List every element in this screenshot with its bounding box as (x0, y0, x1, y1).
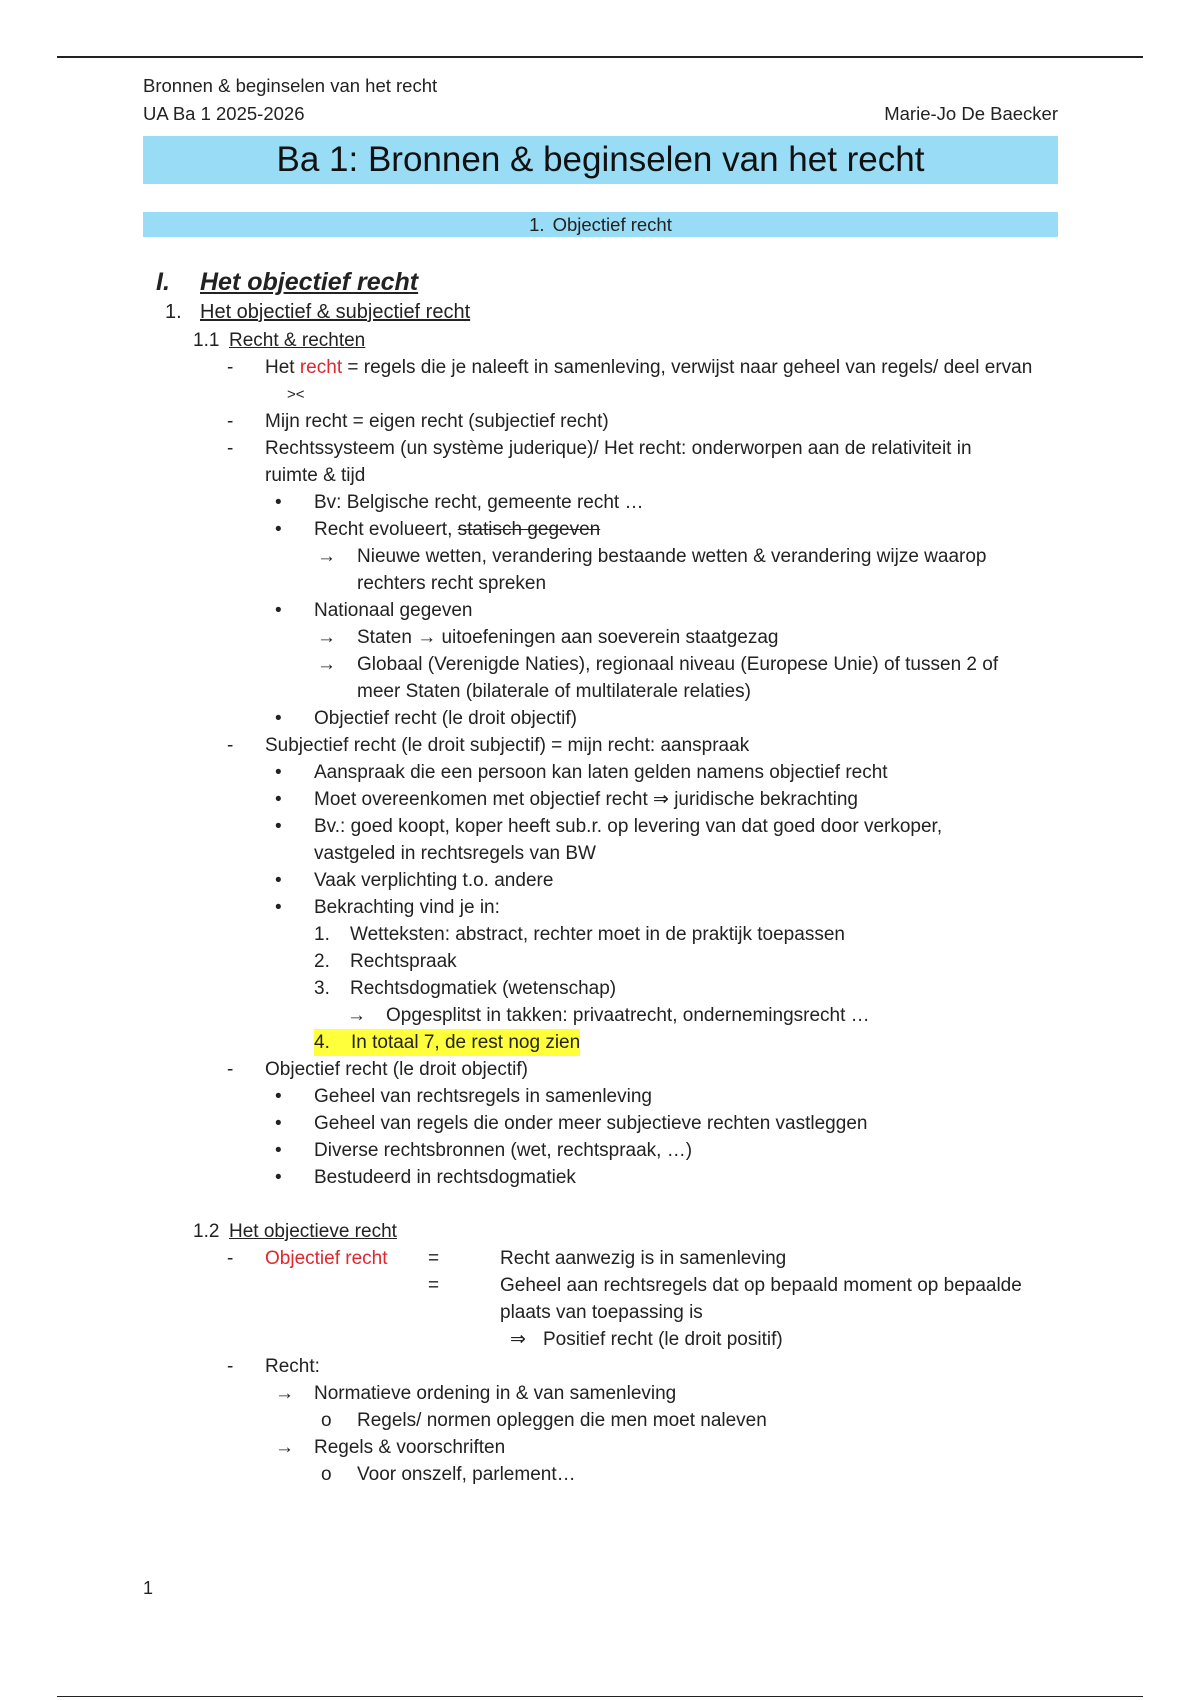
number-marker: 2. (314, 951, 330, 972)
bullet-marker: • (275, 492, 282, 513)
header-line-2 (143, 100, 1058, 128)
arrow-marker: → (275, 1383, 294, 1404)
dash-marker: - (227, 411, 234, 432)
list-item: o Voor onszelf, parlement… (143, 1461, 1058, 1488)
list-item: • Bv: Belgische recht, gemeente recht … (143, 489, 1058, 516)
list-item: → Staten → uitoefeningen aan soeverein staatgezag (143, 624, 1058, 651)
heading-1-1-text: Recht & rechten (229, 330, 366, 351)
bullet-marker: • (275, 789, 282, 810)
chapter-number: 1. (529, 214, 545, 235)
bullet-marker: • (275, 816, 282, 837)
list-item: • Geheel van regels die onder meer subjectieve rechten vastleggen (143, 1110, 1058, 1137)
list-item: • Geheel van rechtsregels in samenleving (143, 1083, 1058, 1110)
list-item: • Objectief recht (le droit objectif) (143, 705, 1058, 732)
bullet-marker: • (275, 600, 282, 621)
list-item: meer Staten (bilaterale of multilaterale relaties) (357, 681, 751, 702)
heading-1 (143, 267, 1058, 297)
list-item: - Mijn recht = eigen recht (subjectief recht) (143, 408, 1058, 435)
list-item: → Opgesplitst in takken: privaatrecht, ondernemingsrecht … (143, 1002, 1058, 1029)
document-title: Ba 1: Bronnen & beginselen van het recht (143, 136, 1058, 184)
list-item: vastgeled in rechtsregels van BW (314, 843, 596, 864)
arrow-marker: → (317, 546, 336, 567)
heading-1-number: I. (156, 268, 170, 296)
list-item: → Globaal (Verenigde Naties), regionaal niveau (Europese Unie) of tussen 2 of (143, 651, 1058, 678)
heading-2-number: 1. (165, 301, 182, 323)
heading-1-2 (143, 1218, 1058, 1245)
list-item: - Rechtssysteem (un système juderique)/ Het recht: onderworpen aan de relativiteit in (143, 435, 1058, 462)
heading-1-2-number: 1.2 (193, 1221, 220, 1242)
equals-marker: = (428, 1248, 440, 1269)
list-item: • Diverse rechtsbronnen (wet, rechtspraak, …) (143, 1137, 1058, 1164)
bullet-marker: • (275, 1086, 282, 1107)
circle-marker: o (321, 1464, 332, 1485)
dash-marker: - (227, 1248, 234, 1269)
highlighted-item: 4. In totaal 7, de rest nog zien (314, 1029, 580, 1056)
list-item: • Bekrachting vind je in: (143, 894, 1058, 921)
list-item: → Regels & voorschriften (143, 1434, 1058, 1461)
equals-marker: = (428, 1275, 440, 1296)
bullet-marker: • (275, 1140, 282, 1161)
page-content (143, 72, 1058, 1488)
list-item: • Recht evolueert, statisch gegeven (143, 516, 1058, 543)
header-line-1 (143, 72, 1058, 100)
dash-marker: - (227, 438, 234, 459)
highlighted-term: Objectief recht (265, 1248, 388, 1269)
list-item: • Aanspraak die een persoon kan laten gelden namens objectief recht (143, 759, 1058, 786)
dash-marker: - (227, 1059, 234, 1080)
list-item: - Objectief recht (le droit objectif) (143, 1056, 1058, 1083)
bullet-marker: • (275, 708, 282, 729)
list-item: → Normatieve ordening in & van samenleving (143, 1380, 1058, 1407)
spacer (143, 1191, 1058, 1218)
heading-1-text: Het objectief recht (200, 268, 419, 296)
list-item: - Het recht = regels die je naleeft in samenleving, verwijst naar geheel van regels/ deel ervan (143, 354, 1058, 381)
list-item: → Nieuwe wetten, verandering bestaande wetten & verandering wijze waarop (143, 543, 1058, 570)
heading-1-1 (143, 327, 1058, 354)
list-item: >< (287, 386, 305, 403)
bullet-marker: • (275, 1113, 282, 1134)
heading-2 (143, 297, 1058, 327)
bullet-marker: • (275, 762, 282, 783)
list-item: • Moet overeenkomen met objectief recht ⇒ juridische bekrachting (143, 786, 1058, 813)
bullet-marker: • (275, 1167, 282, 1188)
chapter-title: Objectief recht (552, 214, 672, 235)
list-item: - Objectief recht = Recht aanwezig is in samenleving (143, 1245, 1058, 1272)
author-name: Marie-Jo De Baecker (884, 103, 1058, 124)
dash-marker: - (227, 357, 234, 378)
list-item: ⇒ Positief recht (le droit positif) (143, 1326, 1058, 1353)
dash-marker: - (227, 735, 234, 756)
list-item: - Recht: (143, 1353, 1058, 1380)
heading-1-1-number: 1.1 (193, 330, 220, 351)
arrow-marker: → (275, 1437, 294, 1458)
implies-marker: ⇒ (510, 1329, 526, 1350)
number-marker: 1. (314, 924, 330, 945)
list-item: plaats van toepassing is (500, 1302, 703, 1323)
list-item: o Regels/ normen opleggen die men moet naleven (143, 1407, 1058, 1434)
list-item: ruimte & tijd (265, 465, 366, 486)
bottom-rule (57, 1696, 1143, 1697)
list-item: rechters recht spreken (357, 573, 547, 594)
circle-marker: o (321, 1410, 332, 1431)
bullet-marker: • (275, 519, 282, 540)
heading-2-text: Het objectief & subjectief recht (200, 301, 471, 323)
bullet-marker: • (275, 897, 282, 918)
arrow-marker: → (317, 654, 336, 675)
highlighted-term: recht (299, 357, 343, 378)
page-number: 1 (143, 1578, 154, 1598)
chapter-bar (143, 212, 1058, 237)
list-item: • Bestudeerd in rechtsdogmatiek (143, 1164, 1058, 1191)
academic-year: UA Ba 1 2025-2026 (143, 103, 305, 124)
dash-marker: - (227, 1356, 234, 1377)
top-rule (57, 56, 1143, 58)
number-marker: 3. (314, 978, 330, 999)
arrow-marker: → (317, 627, 336, 648)
course-name: Bronnen & beginselen van het recht (143, 75, 438, 96)
list-item: • Nationaal gegeven (143, 597, 1058, 624)
list-item: 2. Rechtspraak (143, 948, 1058, 975)
list-item: • Vaak verplichting t.o. andere (143, 867, 1058, 894)
struck-text: statisch gegeven (457, 519, 601, 540)
list-item: = Geheel aan rechtsregels dat op bepaald moment op bepaalde (143, 1272, 1058, 1299)
bullet-marker: • (275, 870, 282, 891)
heading-1-2-text: Het objectieve recht (229, 1221, 397, 1242)
list-item: 3. Rechtsdogmatiek (wetenschap) (143, 975, 1058, 1002)
list-item: • Bv.: goed koopt, koper heeft sub.r. op levering van dat goed door verkoper, (143, 813, 1058, 840)
list-item (143, 1029, 1058, 1056)
arrow-marker: → (347, 1005, 366, 1026)
list-item: - Subjectief recht (le droit subjectif) = mijn recht: aanspraak (143, 732, 1058, 759)
list-item: 1. Wetteksten: abstract, rechter moet in de praktijk toepassen (143, 921, 1058, 948)
